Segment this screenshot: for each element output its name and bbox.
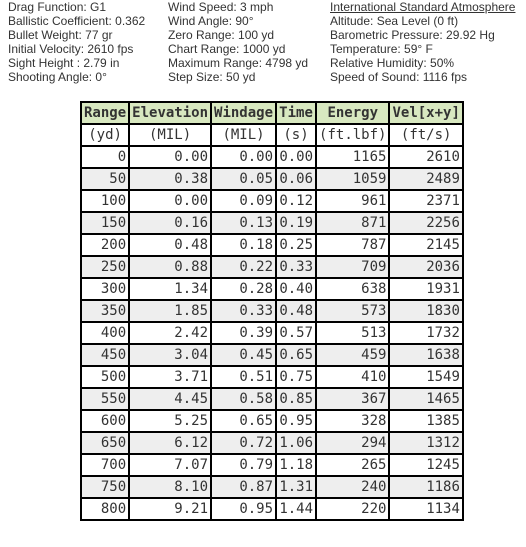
cell-time: 0.00: [276, 146, 316, 168]
cell-elevation: 3.71: [129, 366, 211, 388]
cell-range: 350: [81, 300, 129, 322]
table-row: [81, 366, 463, 388]
header-time: Time: [276, 102, 316, 124]
cell-time: 0.19: [276, 212, 316, 234]
cell-elevation: 0.16: [129, 212, 211, 234]
cell-energy: 328: [316, 410, 389, 432]
cell-windage: 0.33: [211, 300, 276, 322]
unit-energy: (ft.lbf): [316, 124, 389, 146]
cell-windage: 0.18: [211, 234, 276, 256]
cell-velocity: 2610: [389, 146, 462, 168]
cell-windage: 0.51: [211, 366, 276, 388]
range-parameters: [168, 0, 308, 84]
cell-velocity: 1830: [389, 300, 462, 322]
cell-elevation: 5.25: [129, 410, 211, 432]
trajectory-table-container: [80, 101, 464, 521]
cell-velocity: 1186: [389, 476, 462, 498]
cell-time: 1.06: [276, 432, 316, 454]
cell-time: 0.12: [276, 190, 316, 212]
maximum-range-text: Maximum Range: 4798 yd: [168, 56, 309, 70]
cell-windage: 0.28: [211, 278, 276, 300]
cell-elevation: 6.12: [129, 432, 211, 454]
step-size-text: Step Size: 50 yd: [168, 70, 256, 84]
atmosphere-title: International Standard Atmosphere: [330, 0, 516, 14]
unit-time: (s): [276, 124, 316, 146]
header-range: Range: [81, 102, 129, 124]
cell-velocity: 1465: [389, 388, 462, 410]
cell-velocity: 1549: [389, 366, 462, 388]
cell-range: 50: [81, 168, 129, 190]
cell-range: 300: [81, 278, 129, 300]
cell-velocity: 1312: [389, 432, 462, 454]
altitude-text: Altitude: Sea Level (0 ft): [330, 14, 459, 28]
table-row: [81, 344, 463, 366]
cell-range: 700: [81, 454, 129, 476]
table-row: [81, 234, 463, 256]
cell-velocity: 2371: [389, 190, 462, 212]
table-row: [81, 388, 463, 410]
ballistic-parameters: [8, 0, 145, 84]
bullet-weight-text: Bullet Weight: 77 gr: [8, 28, 113, 42]
cell-windage: 0.95: [211, 498, 276, 520]
cell-time: 0.06: [276, 168, 316, 190]
cell-velocity: 2145: [389, 234, 462, 256]
table-row: [81, 212, 463, 234]
cell-elevation: 2.42: [129, 322, 211, 344]
table-row: [81, 476, 463, 498]
table-row: [81, 256, 463, 278]
table-body: [81, 146, 463, 520]
table-row: [81, 498, 463, 520]
cell-energy: 1059: [316, 168, 389, 190]
initial-velocity-text: Initial Velocity: 2610 fps: [8, 42, 134, 56]
cell-range: 600: [81, 410, 129, 432]
header-windage: Windage: [211, 102, 276, 124]
cell-energy: 513: [316, 322, 389, 344]
wind-speed-text: Wind Speed: 3 mph: [168, 0, 274, 14]
table-row: [81, 410, 463, 432]
cell-range: 450: [81, 344, 129, 366]
unit-velocity: (ft/s): [389, 124, 462, 146]
cell-velocity: 1134: [389, 498, 462, 520]
table-row: [81, 168, 463, 190]
table-row: [81, 454, 463, 476]
relative-humidity-text: Relative Humidity: 50%: [330, 56, 455, 70]
cell-energy: 638: [316, 278, 389, 300]
cell-elevation: 7.07: [129, 454, 211, 476]
table-row: [81, 190, 463, 212]
cell-energy: 294: [316, 432, 389, 454]
cell-energy: 1165: [316, 146, 389, 168]
cell-windage: 0.72: [211, 432, 276, 454]
table-row: [81, 322, 463, 344]
header-row: [81, 102, 463, 124]
cell-elevation: 1.34: [129, 278, 211, 300]
header-energy: Energy: [316, 102, 389, 124]
cell-range: 650: [81, 432, 129, 454]
drag-function-text: Drag Function: G1: [8, 0, 107, 14]
cell-elevation: 1.85: [129, 300, 211, 322]
unit-range: (yd): [81, 124, 129, 146]
cell-windage: 0.58: [211, 388, 276, 410]
cell-energy: 459: [316, 344, 389, 366]
table-row: [81, 278, 463, 300]
cell-velocity: 1385: [389, 410, 462, 432]
cell-range: 0: [81, 146, 129, 168]
cell-windage: 0.09: [211, 190, 276, 212]
cell-range: 150: [81, 212, 129, 234]
cell-velocity: 2036: [389, 256, 462, 278]
cell-energy: 871: [316, 212, 389, 234]
cell-velocity: 1245: [389, 454, 462, 476]
cell-time: 0.48: [276, 300, 316, 322]
chart-range-text: Chart Range: 1000 yd: [168, 42, 286, 56]
cell-range: 250: [81, 256, 129, 278]
header-elevation: Elevation: [129, 102, 211, 124]
cell-windage: 0.05: [211, 168, 276, 190]
cell-elevation: 3.04: [129, 344, 211, 366]
atmosphere-parameters: [330, 0, 515, 84]
cell-elevation: 0.00: [129, 146, 211, 168]
cell-windage: 0.45: [211, 344, 276, 366]
cell-elevation: 0.48: [129, 234, 211, 256]
cell-elevation: 4.45: [129, 388, 211, 410]
cell-time: 0.95: [276, 410, 316, 432]
units-row: [81, 124, 463, 146]
cell-range: 750: [81, 476, 129, 498]
cell-time: 0.85: [276, 388, 316, 410]
cell-range: 100: [81, 190, 129, 212]
cell-velocity: 1732: [389, 322, 462, 344]
cell-windage: 0.65: [211, 410, 276, 432]
cell-time: 0.57: [276, 322, 316, 344]
cell-energy: 367: [316, 388, 389, 410]
trajectory-table: [80, 101, 464, 521]
cell-range: 500: [81, 366, 129, 388]
cell-windage: 0.39: [211, 322, 276, 344]
speed-of-sound-text: Speed of Sound: 1116 fps: [330, 70, 467, 84]
cell-elevation: 8.10: [129, 476, 211, 498]
cell-range: 200: [81, 234, 129, 256]
table-row: [81, 300, 463, 322]
cell-elevation: 9.21: [129, 498, 211, 520]
cell-windage: 0.13: [211, 212, 276, 234]
cell-energy: 240: [316, 476, 389, 498]
header-velocity: Vel[x+y]: [389, 102, 462, 124]
cell-elevation: 0.00: [129, 190, 211, 212]
cell-time: 1.44: [276, 498, 316, 520]
cell-range: 400: [81, 322, 129, 344]
cell-velocity: 2256: [389, 212, 462, 234]
cell-range: 800: [81, 498, 129, 520]
cell-windage: 0.22: [211, 256, 276, 278]
unit-elevation: (MIL): [129, 124, 211, 146]
cell-time: 0.65: [276, 344, 316, 366]
cell-energy: 787: [316, 234, 389, 256]
cell-time: 0.33: [276, 256, 316, 278]
cell-time: 0.25: [276, 234, 316, 256]
cell-energy: 220: [316, 498, 389, 520]
unit-windage: (MIL): [211, 124, 276, 146]
cell-energy: 410: [316, 366, 389, 388]
sight-height-text: Sight Height : 2.79 in: [8, 56, 120, 70]
cell-time: 1.31: [276, 476, 316, 498]
cell-windage: 0.79: [211, 454, 276, 476]
cell-time: 0.75: [276, 366, 316, 388]
cell-windage: 0.87: [211, 476, 276, 498]
cell-windage: 0.00: [211, 146, 276, 168]
table-row: [81, 432, 463, 454]
cell-energy: 265: [316, 454, 389, 476]
cell-energy: 573: [316, 300, 389, 322]
cell-elevation: 0.38: [129, 168, 211, 190]
cell-time: 1.18: [276, 454, 316, 476]
cell-velocity: 1931: [389, 278, 462, 300]
cell-range: 550: [81, 388, 129, 410]
cell-velocity: 1638: [389, 344, 462, 366]
shooting-angle-text: Shooting Angle: 0°: [8, 70, 107, 84]
table-row: [81, 146, 463, 168]
cell-energy: 709: [316, 256, 389, 278]
cell-velocity: 2489: [389, 168, 462, 190]
zero-range-text: Zero Range: 100 yd: [168, 28, 275, 42]
cell-elevation: 0.88: [129, 256, 211, 278]
temperature-text: Temperature: 59° F: [330, 42, 433, 56]
wind-angle-text: Wind Angle: 90°: [168, 14, 254, 28]
cell-time: 0.40: [276, 278, 316, 300]
barometric-pressure-text: Barometric Pressure: 29.92 Hg: [330, 28, 495, 42]
ballistic-coefficient-text: Ballistic Coefficient: 0.362: [8, 14, 146, 28]
cell-energy: 961: [316, 190, 389, 212]
